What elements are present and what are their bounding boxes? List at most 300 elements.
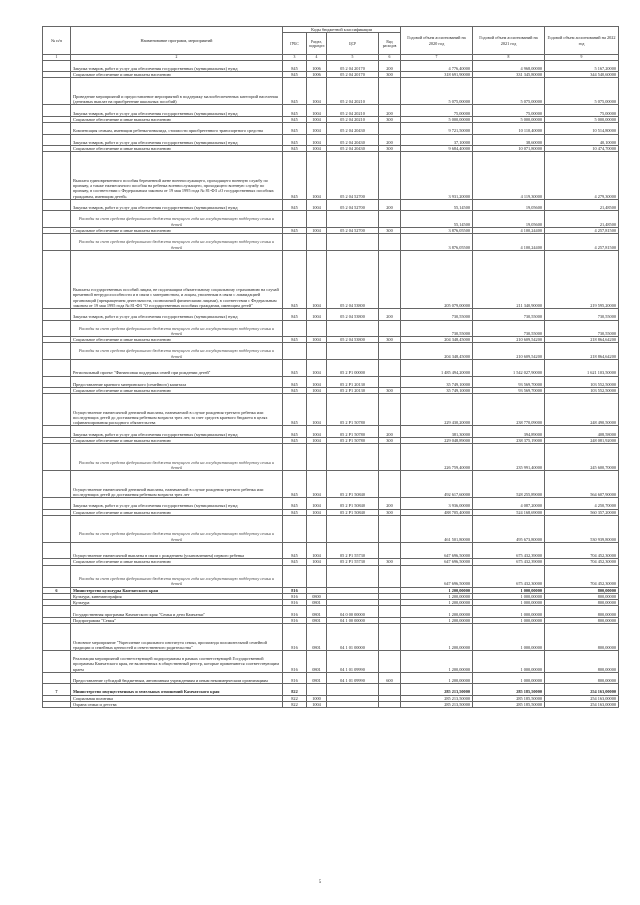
row-2022-cell: 75,00000 xyxy=(545,105,619,116)
row-csr-cell: 04 1 01 09990 xyxy=(327,651,379,673)
row-vr-cell: 200 xyxy=(379,134,401,145)
row-vr-cell xyxy=(379,684,401,695)
row-grbs-cell: 845 xyxy=(283,134,307,145)
row-grbs-cell: 845 xyxy=(283,376,307,387)
budget-table-sheet xyxy=(42,26,618,708)
row-name-cell: Культура, кинематография xyxy=(71,593,283,599)
row-name-cell: Расходы за счет средств федерального бюджета текущего года на государственную поддержку семьи и детей xyxy=(71,343,283,360)
row-2021-cell: 210 609,54200 xyxy=(473,337,545,343)
row-num-cell xyxy=(43,250,71,308)
row-razdel-cell: 1004 xyxy=(307,78,327,105)
row-grbs-cell xyxy=(283,515,307,542)
row-2020-cell: 3 876,05500 xyxy=(401,234,473,251)
row-2021-cell: 4 119,30000 xyxy=(473,152,545,200)
row-2022-cell: 254 163,00000 xyxy=(545,684,619,695)
row-num-cell xyxy=(43,624,71,651)
row-2020-cell: 461 501,80000 xyxy=(401,515,473,542)
row-2020-cell: 492 617,60000 xyxy=(401,471,473,498)
row-2021-cell: 675 432,39000 xyxy=(473,542,545,559)
row-num-cell xyxy=(43,105,71,116)
row-2022-cell: 103 552,50000 xyxy=(545,376,619,387)
row-2022-cell: 800,00000 xyxy=(545,600,619,606)
row-name-cell: Социальное обеспечение и иные выплаты населению xyxy=(71,559,283,565)
row-grbs-cell: 816 xyxy=(283,651,307,673)
header-num: № п/п xyxy=(43,27,71,55)
row-razdel-cell: 1004 xyxy=(307,116,327,122)
table-row xyxy=(43,444,619,471)
row-num-cell xyxy=(43,542,71,559)
row-2021-cell: 93 569,70000 xyxy=(473,376,545,387)
row-csr-cell: 05 2 04 53800 xyxy=(327,250,379,308)
row-2022-cell: 10 514,80000 xyxy=(545,123,619,134)
row-razdel-cell: 0801 xyxy=(307,606,327,617)
row-grbs-cell: 845 xyxy=(283,394,307,426)
row-csr-cell: 05 2 P1 50840 xyxy=(327,509,379,515)
row-2022-cell: 10 474,70000 xyxy=(545,145,619,151)
table-row xyxy=(43,376,619,387)
row-2021-cell: 1 000,00000 xyxy=(473,624,545,651)
row-2022-cell: 560 357,20000 xyxy=(545,509,619,515)
row-csr-cell: 05 2 04 20430 xyxy=(327,134,379,145)
row-razdel-cell: 0801 xyxy=(307,672,327,683)
row-2021-cell: 211 340,90000 xyxy=(473,250,545,308)
row-num-cell xyxy=(43,394,71,426)
row-2022-cell: 21,48500 xyxy=(545,200,619,211)
row-vr-cell xyxy=(379,606,401,617)
row-name-cell: Социальное обеспечение и иные выплаты населению xyxy=(71,509,283,515)
row-vr-cell xyxy=(379,394,401,426)
row-csr-cell: 04 1 00 00000 xyxy=(327,617,379,623)
row-2020-cell: 229 430,20000 xyxy=(401,394,473,426)
row-name-cell: Министерство имущественных и земельных отношений Камчатского края xyxy=(71,684,283,695)
row-razdel-cell: 1006 xyxy=(307,72,327,78)
row-num-cell xyxy=(43,565,71,587)
row-2020-cell: 55,14500 xyxy=(401,200,473,211)
row-csr-cell: 05 2 P1 50780 xyxy=(327,437,379,443)
table-row xyxy=(43,134,619,145)
row-vr-cell xyxy=(379,542,401,559)
table-row xyxy=(43,684,619,695)
row-vr-cell: 300 xyxy=(379,145,401,151)
row-2020-cell: 647 696,50000 xyxy=(401,559,473,565)
row-2022-cell: 800,00000 xyxy=(545,606,619,617)
row-grbs-cell: 845 xyxy=(283,509,307,515)
row-2022-cell: 704 452,30000 xyxy=(545,565,619,587)
row-2021-cell: 331 345,80000 xyxy=(473,72,545,78)
row-num-cell: 6 xyxy=(43,587,71,593)
table-row xyxy=(43,542,619,559)
row-csr-cell xyxy=(327,515,379,542)
row-2021-cell: 730,55000 xyxy=(473,320,545,337)
row-2021-cell: 1 000,00000 xyxy=(473,617,545,623)
row-vr-cell xyxy=(379,359,401,376)
row-vr-cell xyxy=(379,123,401,134)
row-2022-cell: 218 864,64200 xyxy=(545,343,619,360)
row-name-cell: Расходы за счет средств федерального бюджета текущего года на государственную поддержку семьи и детей xyxy=(71,320,283,337)
table-row xyxy=(43,471,619,498)
row-name-cell: Закупка товаров, работ и услуг для обеспечения государственных (муниципальных) нужд xyxy=(71,309,283,320)
table-row xyxy=(43,651,619,673)
row-2021-cell: 1 000,00000 xyxy=(473,651,545,673)
row-grbs-cell: 845 xyxy=(283,152,307,200)
row-num-cell xyxy=(43,426,71,437)
row-num-cell xyxy=(43,701,71,707)
row-vr-cell xyxy=(379,565,401,587)
row-vr-cell xyxy=(379,651,401,673)
row-razdel-cell xyxy=(307,515,327,542)
row-2022-cell: 730,55000 xyxy=(545,309,619,320)
row-razdel-cell xyxy=(307,684,327,695)
row-razdel-cell: 0800 xyxy=(307,593,327,599)
row-name-cell: Социальное обеспечение и иные выплаты населению xyxy=(71,145,283,151)
row-razdel-cell: 1004 xyxy=(307,337,327,343)
row-num-cell xyxy=(43,60,71,71)
row-2022-cell: 800,00000 xyxy=(545,624,619,651)
row-grbs-cell: 845 xyxy=(283,498,307,509)
row-num-cell xyxy=(43,471,71,498)
table-row xyxy=(43,78,619,105)
budget-table xyxy=(42,26,619,708)
row-2021-cell: 38,60000 xyxy=(473,134,545,145)
row-num-cell xyxy=(43,200,71,211)
colnum: 3 xyxy=(283,55,307,61)
table-row xyxy=(43,426,619,437)
header-grbs: ГРБС xyxy=(283,33,307,55)
row-razdel-cell: 1004 xyxy=(307,309,327,320)
table-row xyxy=(43,60,619,71)
row-grbs-cell: 845 xyxy=(283,123,307,134)
row-2022-cell: 4 279,30000 xyxy=(545,152,619,200)
row-razdel-cell: 1004 xyxy=(307,426,327,437)
row-grbs-cell: 845 xyxy=(283,359,307,376)
row-num-cell xyxy=(43,498,71,509)
row-2020-cell: 5 075,00000 xyxy=(401,78,473,105)
row-2021-cell: 210 609,54200 xyxy=(473,343,545,360)
row-num-cell xyxy=(43,211,71,228)
row-num-cell xyxy=(43,123,71,134)
row-2021-cell: 75,00000 xyxy=(473,105,545,116)
row-csr-cell xyxy=(327,320,379,337)
colnum: 7 xyxy=(401,55,473,61)
row-2020-cell: 3 936,00000 xyxy=(401,498,473,509)
row-razdel-cell xyxy=(307,343,327,360)
row-name-cell: Социальное обеспечение и иные выплаты населению xyxy=(71,337,283,343)
row-2021-cell: 10 071,80000 xyxy=(473,145,545,151)
row-2020-cell: 75,00000 xyxy=(401,105,473,116)
row-2021-cell: 238 770,09000 xyxy=(473,394,545,426)
table-row xyxy=(43,394,619,426)
row-2022-cell: 800,00000 xyxy=(545,617,619,623)
row-2022-cell: 730,55000 xyxy=(545,320,619,337)
row-2021-cell: 19,05600 xyxy=(473,200,545,211)
row-razdel-cell: 0801 xyxy=(307,651,327,673)
row-razdel-cell: 1004 xyxy=(307,145,327,151)
row-vr-cell xyxy=(379,78,401,105)
row-2020-cell: 1 200,00000 xyxy=(401,600,473,606)
row-name-cell: Социальное обеспечение и иные выплаты населению xyxy=(71,72,283,78)
row-razdel-cell xyxy=(307,320,327,337)
row-grbs-cell: 845 xyxy=(283,426,307,437)
row-2021-cell: 4 087,20000 xyxy=(473,498,545,509)
row-grbs-cell: 845 xyxy=(283,200,307,211)
row-grbs-cell: 816 xyxy=(283,672,307,683)
row-name-cell: Осуществление ежемесячной денежной выплаты, назначаемой в случае рождения третьего ребенка или последующих детей до достижения ребенком возраста трех лет xyxy=(71,471,283,498)
row-2022-cell: 21,48500 xyxy=(545,211,619,228)
row-grbs-cell: 816 xyxy=(283,617,307,623)
row-2020-cell: 285 213,50000 xyxy=(401,684,473,695)
row-2021-cell: 495 673,80000 xyxy=(473,515,545,542)
row-razdel-cell xyxy=(307,234,327,251)
row-2022-cell: 704 452,30000 xyxy=(545,559,619,565)
row-name-cell: Предоставление субсидий бюджетным, автономным учреждениям и иным некоммерческим организациям xyxy=(71,672,283,683)
row-num-cell xyxy=(43,376,71,387)
table-row xyxy=(43,200,619,211)
table-row xyxy=(43,624,619,651)
header-2021: Годовой объем ассигнований на 2021 год xyxy=(473,27,545,55)
row-grbs-cell xyxy=(283,211,307,228)
row-2020-cell: 3 876,05500 xyxy=(401,228,473,234)
table-row xyxy=(43,515,619,542)
row-razdel-cell: 1004 xyxy=(307,152,327,200)
row-name-cell: Реализация мероприятий соответствующей подпрограммы в рамках соответствующей Государственной программы Камчатского края, не включенных в общественный реестр, которые применяются соответствующим краем xyxy=(71,651,283,673)
row-razdel-cell: 1004 xyxy=(307,471,327,498)
table-body xyxy=(43,60,619,707)
row-csr-cell xyxy=(327,444,379,471)
row-grbs-cell xyxy=(283,320,307,337)
colnum: 4 xyxy=(307,55,327,61)
row-2020-cell: 9 684,40000 xyxy=(401,145,473,151)
table-row xyxy=(43,343,619,360)
row-vr-cell: 200 xyxy=(379,200,401,211)
row-grbs-cell: 816 xyxy=(283,587,307,593)
row-2021-cell: 285 185,50000 xyxy=(473,684,545,695)
row-csr-cell: 05 2 04 20210 xyxy=(327,116,379,122)
row-csr-cell xyxy=(327,701,379,707)
row-2021-cell: 675 432,30000 xyxy=(473,565,545,587)
row-csr-cell: 05 2 04 20170 xyxy=(327,60,379,71)
row-vr-cell xyxy=(379,250,401,308)
row-2020-cell: 488 705,40000 xyxy=(401,509,473,515)
row-csr-cell: 05 2 P1 55730 xyxy=(327,542,379,559)
table-row xyxy=(43,498,619,509)
row-csr-cell: 05 2 P1 20130 xyxy=(327,387,379,393)
row-razdel-cell: 1004 xyxy=(307,394,327,426)
row-csr-cell xyxy=(327,343,379,360)
row-razdel-cell: 1000 xyxy=(307,695,327,701)
row-grbs-cell: 845 xyxy=(283,437,307,443)
row-num-cell xyxy=(43,606,71,617)
row-csr-cell xyxy=(327,684,379,695)
row-2021-cell: 235 991,40000 xyxy=(473,444,545,471)
row-vr-cell: 300 xyxy=(379,509,401,515)
table-row xyxy=(43,565,619,587)
row-2021-cell: 730,55000 xyxy=(473,309,545,320)
row-razdel-cell: 1004 xyxy=(307,542,327,559)
row-2020-cell: 1 200,00000 xyxy=(401,606,473,617)
row-csr-cell: 05 2 P1 00000 xyxy=(327,359,379,376)
row-vr-cell: 200 xyxy=(379,60,401,71)
row-2020-cell: 285 213,50000 xyxy=(401,701,473,707)
row-num-cell xyxy=(43,515,71,542)
row-2020-cell: 730,55000 xyxy=(401,309,473,320)
row-2022-cell: 248 490,50000 xyxy=(545,394,619,426)
row-grbs-cell: 845 xyxy=(283,78,307,105)
header-razdel: Раздел, подраздел xyxy=(307,33,327,55)
row-vr-cell: 200 xyxy=(379,105,401,116)
row-2022-cell: 5 075,00000 xyxy=(545,78,619,105)
row-vr-cell xyxy=(379,343,401,360)
row-razdel-cell: 1004 xyxy=(307,250,327,308)
row-2022-cell: 408,58000 xyxy=(545,426,619,437)
row-name-cell: Социальная политика xyxy=(71,695,283,701)
row-num-cell xyxy=(43,78,71,105)
row-2020-cell: 205 079,00000 xyxy=(401,250,473,308)
row-2021-cell: 285 185,50000 xyxy=(473,701,545,707)
row-name-cell: Компенсация семьям, имеющим ребенка-инвалида, стоимости приобретенного транспортного средства xyxy=(71,123,283,134)
row-vr-cell xyxy=(379,320,401,337)
row-grbs-cell: 845 xyxy=(283,116,307,122)
row-2020-cell: 381,30000 xyxy=(401,426,473,437)
row-razdel-cell: 0801 xyxy=(307,617,327,623)
table-row xyxy=(43,105,619,116)
row-csr-cell: 04 1 01 09990 xyxy=(327,672,379,683)
row-grbs-cell: 845 xyxy=(283,72,307,78)
row-razdel-cell: 0801 xyxy=(307,600,327,606)
row-2021-cell: 5 075,00000 xyxy=(473,78,545,105)
row-2020-cell: 37,10000 xyxy=(401,134,473,145)
row-num-cell: 7 xyxy=(43,684,71,695)
row-2021-cell: 1 000,00000 xyxy=(473,606,545,617)
row-num-cell xyxy=(43,343,71,360)
row-csr-cell: 05 2 04 20430 xyxy=(327,123,379,134)
row-grbs-cell: 816 xyxy=(283,606,307,617)
row-name-cell: Выплаты государственных пособий лицам, не подлежащим обязательному социальному страхованию на случай временной нетрудоспособности и в связи с материнством, и лицам, уволенным в связи с ликвидацией организаций (прекращением деятельности, полномочий физическими лицами), в соответствии с Федеральным законом от 19 мая 1995 года № 81-ФЗ "О государственных пособиях гражданам, имеющим детей" xyxy=(71,250,283,308)
row-name-cell: Государственная программа Камчатского края "Семья и дети Камчатки" xyxy=(71,606,283,617)
row-2020-cell: 1 200,00000 xyxy=(401,593,473,599)
row-razdel-cell: 1004 xyxy=(307,437,327,443)
row-name-cell: Культура xyxy=(71,600,283,606)
row-2022-cell: 800,00000 xyxy=(545,587,619,593)
row-2020-cell: 1 200,00000 xyxy=(401,624,473,651)
row-2021-cell: 238 375,19000 xyxy=(473,437,545,443)
row-2020-cell: 5 000,00000 xyxy=(401,116,473,122)
row-2021-cell: 5 000,00000 xyxy=(473,116,545,122)
row-2021-cell: 1 542 027,90000 xyxy=(473,359,545,376)
row-csr-cell: 05 2 04 53800 xyxy=(327,337,379,343)
row-csr-cell xyxy=(327,565,379,587)
row-2020-cell: 318 691,90000 xyxy=(401,72,473,78)
table-row xyxy=(43,152,619,200)
row-2020-cell: 229 048,89000 xyxy=(401,437,473,443)
row-csr-cell: 05 2 04 20210 xyxy=(327,78,379,105)
colnum: 2 xyxy=(71,55,283,61)
row-2021-cell: 1 000,00000 xyxy=(473,600,545,606)
row-2020-cell: 226 759,40000 xyxy=(401,444,473,471)
row-csr-cell: 05 2 04 20170 xyxy=(327,72,379,78)
row-2020-cell: 3 931,20000 xyxy=(401,152,473,200)
row-razdel-cell: 1006 xyxy=(307,60,327,71)
row-name-cell: Социальное обеспечение и иные выплаты населению xyxy=(71,387,283,393)
row-2021-cell: 1 000,00000 xyxy=(473,587,545,593)
row-2020-cell: 35 749,10000 xyxy=(401,376,473,387)
row-vr-cell: 600 xyxy=(379,672,401,683)
row-2022-cell: 344 540,60000 xyxy=(545,72,619,78)
row-name-cell: Закупка товаров, работ и услуг для обеспечения государственных (муниципальных) нужд xyxy=(71,498,283,509)
row-name-cell: Закупка товаров, работ и услуг для обеспечения государственных (муниципальных) нужд xyxy=(71,200,283,211)
row-grbs-cell: 822 xyxy=(283,701,307,707)
header-codes: Коды бюджетной классификации xyxy=(283,27,401,33)
row-2020-cell: 55,14500 xyxy=(401,211,473,228)
row-vr-cell xyxy=(379,376,401,387)
row-csr-cell: 05 2 04 52700 xyxy=(327,152,379,200)
row-grbs-cell: 845 xyxy=(283,309,307,320)
row-grbs-cell: 845 xyxy=(283,559,307,565)
row-vr-cell: 200 xyxy=(379,309,401,320)
row-vr-cell xyxy=(379,211,401,228)
table-row xyxy=(43,672,619,683)
row-name-cell: Социальное обеспечение и иные выплаты населению xyxy=(71,116,283,122)
row-2021-cell: 4 100,24400 xyxy=(473,234,545,251)
row-name-cell: Министерство культуры Камчатского края xyxy=(71,587,283,593)
row-num-cell xyxy=(43,672,71,683)
row-name-cell: Выплата единовременного пособия беременной жене военнослужащего, проходящего военную службу по призыву, а также ежемесячного пособия на ребенка военнослужащего, проходящего военную службу по призыву, в соответствии с Федеральным законом от 19 мая 1995 года № 81-ФЗ «О государственных пособиях гражданам, имеющим детей» xyxy=(71,152,283,200)
row-2022-cell: 254 163,00000 xyxy=(545,695,619,701)
table-row xyxy=(43,250,619,308)
row-2021-cell: 1 000,00000 xyxy=(473,593,545,599)
header-2022: Годовой объем ассигнований на 2022 год xyxy=(545,27,619,55)
row-name-cell: Предоставление краевого материнского (семейного) капитала xyxy=(71,376,283,387)
row-grbs-cell xyxy=(283,444,307,471)
table-row xyxy=(43,320,619,337)
row-grbs-cell xyxy=(283,565,307,587)
row-2021-cell: 10 110,40000 xyxy=(473,123,545,134)
row-2022-cell: 248 081,92000 xyxy=(545,437,619,443)
row-2021-cell: 528 255,89000 xyxy=(473,471,545,498)
row-num-cell xyxy=(43,309,71,320)
row-2022-cell: 564 607,90000 xyxy=(545,471,619,498)
row-2020-cell: 9 721,50000 xyxy=(401,123,473,134)
row-grbs-cell: 845 xyxy=(283,337,307,343)
row-vr-cell xyxy=(379,515,401,542)
row-vr-cell xyxy=(379,444,401,471)
row-2021-cell: 394,89000 xyxy=(473,426,545,437)
row-grbs-cell: 845 xyxy=(283,145,307,151)
row-razdel-cell xyxy=(307,211,327,228)
row-csr-cell: 05 2 04 20210 xyxy=(327,105,379,116)
row-csr-cell: 05 2 P1 50840 xyxy=(327,471,379,498)
row-2021-cell: 19,05600 xyxy=(473,211,545,228)
row-vr-cell xyxy=(379,234,401,251)
row-razdel-cell: 1004 xyxy=(307,359,327,376)
row-csr-cell: 05 2 04 52700 xyxy=(327,228,379,234)
row-2022-cell: 800,00000 xyxy=(545,593,619,599)
table-row xyxy=(43,309,619,320)
row-2020-cell: 647 696,50000 xyxy=(401,565,473,587)
row-razdel-cell: 1004 xyxy=(307,559,327,565)
row-2022-cell: 245 600,70000 xyxy=(545,444,619,471)
colnum: 5 xyxy=(327,55,379,61)
row-2022-cell: 4 250,70000 xyxy=(545,498,619,509)
row-csr-cell xyxy=(327,211,379,228)
row-razdel-cell: 1004 xyxy=(307,387,327,393)
row-num-cell xyxy=(43,134,71,145)
header-vr: Вид расходов xyxy=(379,33,401,55)
row-2021-cell: 93 569,70000 xyxy=(473,387,545,393)
row-grbs-cell: 816 xyxy=(283,624,307,651)
row-2020-cell: 1 200,00000 xyxy=(401,587,473,593)
row-2022-cell: 800,00000 xyxy=(545,672,619,683)
row-2020-cell: 1 200,00000 xyxy=(401,651,473,673)
